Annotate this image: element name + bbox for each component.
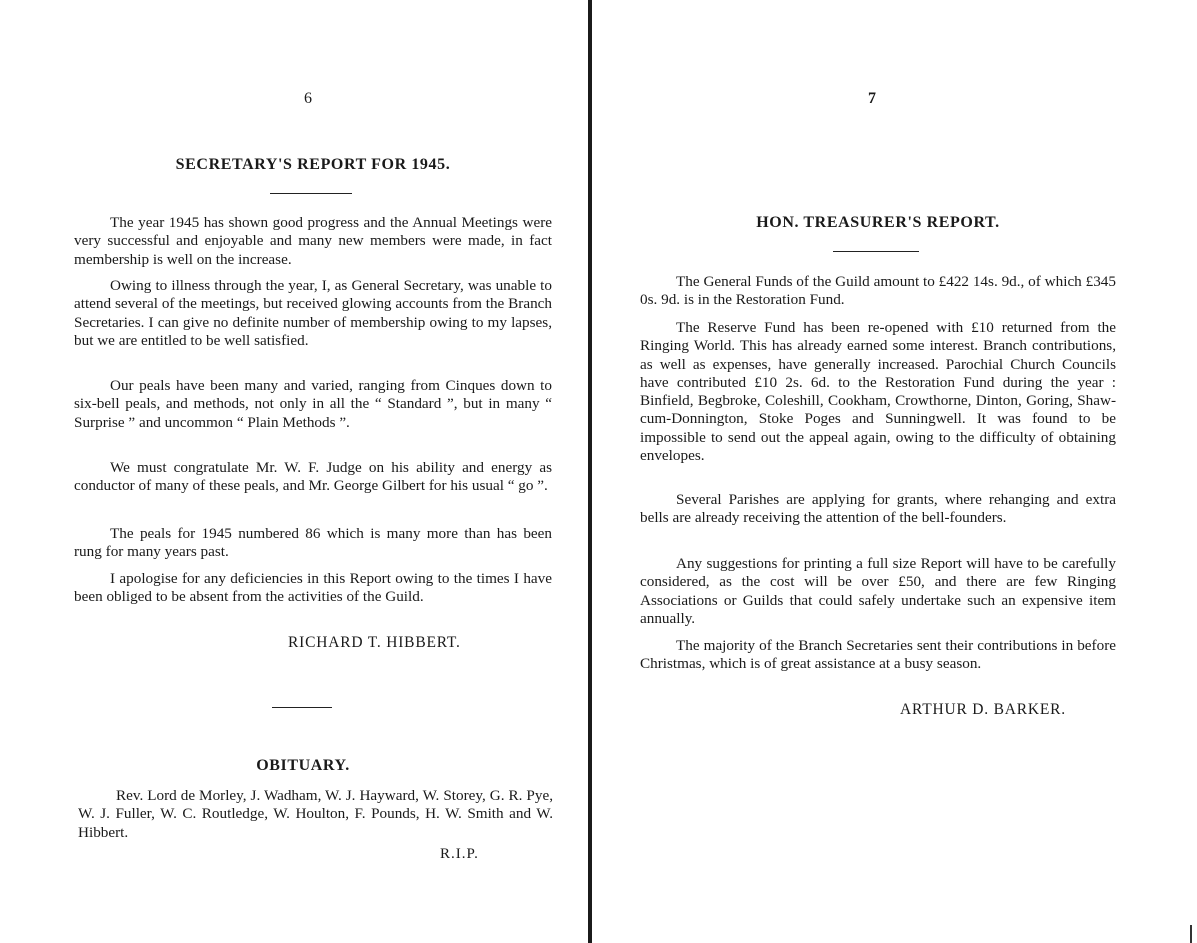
report-paragraph: Several Parishes are applying for grants, where rehanging and extra bells are already receiving the attention of the bell-founders.: [640, 491, 1116, 527]
secretary-report-heading: SECRETARY'S REPORT FOR 1945.: [175, 156, 451, 173]
heading-divider: [833, 251, 919, 252]
report-paragraph: I apologise for any deficiencies in this Report owing to the times I have been obliged to be absent from the activities of the Guild.: [74, 570, 552, 606]
page-number: 7: [868, 90, 876, 107]
report-paragraph: The General Funds of the Guild amount to £422 14s. 9d., of which £345 0s. 9d. is in the Restoration Fund.: [640, 273, 1116, 309]
left-page: [74, 0, 552, 943]
page-number: 6: [304, 90, 312, 107]
treasurer-signature: ARTHUR D. BARKER.: [900, 701, 1066, 718]
report-paragraph: Our peals have been many and varied, ranging from Cinques down to six-bell peals, and methods, not only in all the “ Standard ”, but in many “ Surprise ” and uncommon “ Plain Methods ”.: [74, 377, 552, 431]
report-paragraph: The year 1945 has shown good progress and the Annual Meetings were very successful and enjoyable and many new members were made, in fact membership is well on the increase.: [74, 214, 552, 268]
treasurer-report-heading: HON. TREASURER'S REPORT.: [756, 214, 1000, 231]
report-paragraph: Owing to illness through the year, I, as General Secretary, was unable to attend several of the meetings, but received glowing accounts from the Branch Secretaries. I can give no definite number of membership owing to my lapses, but we are entitled to be well satisfied.: [74, 277, 552, 349]
report-paragraph: Any suggestions for printing a full size Report will have to be carefully considered, as the cost will be over £50, and there are few Ringing Associations or Guilds that could safely undertake such an expensive item annually.: [640, 555, 1116, 627]
obituary-heading: OBITUARY.: [256, 757, 350, 774]
right-page: [640, 0, 1116, 943]
edge-mark: [1190, 925, 1192, 943]
rip-closing: R.I.P.: [440, 846, 479, 862]
report-paragraph: The majority of the Branch Secretaries sent their contributions in before Christmas, which is of great assistance at a busy season.: [640, 637, 1116, 673]
report-paragraph: We must congratulate Mr. W. F. Judge on his ability and energy as conductor of many of these peals, and Mr. George Gilbert for his usual “ go ”.: [74, 459, 552, 495]
heading-divider: [270, 193, 352, 194]
report-paragraph: The Reserve Fund has been re-opened with £10 returned from the Ringing World. This has already earned some interest. Branch contributions, as well as expenses, have generally increased. Parochial Church Councils have contributed £10 2s. 6d. to the Restoration Fund during the year : Binfield, Begbroke, Coleshill, Cookham, Crowthorne, Dinton, Goring, Shaw-cum-Donnington, Stoke Poges and Sunningwell. It was found to be impossible to send out the appeal again, owing to the difficulty of obtaining envelopes.: [640, 319, 1116, 465]
obituary-names: Rev. Lord de Morley, J. Wadham, W. J. Hayward, W. Storey, G. R. Pye, W. J. Fuller, W. C. Routledge, W. Houlton, F. Pounds, H. W. Smith and W. Hibbert.: [78, 787, 553, 841]
book-spine: [588, 0, 592, 943]
secretary-signature: RICHARD T. HIBBERT.: [288, 634, 461, 651]
report-paragraph: The peals for 1945 numbered 86 which is many more than has been rung for many years past.: [74, 525, 552, 561]
section-divider: [272, 707, 332, 708]
